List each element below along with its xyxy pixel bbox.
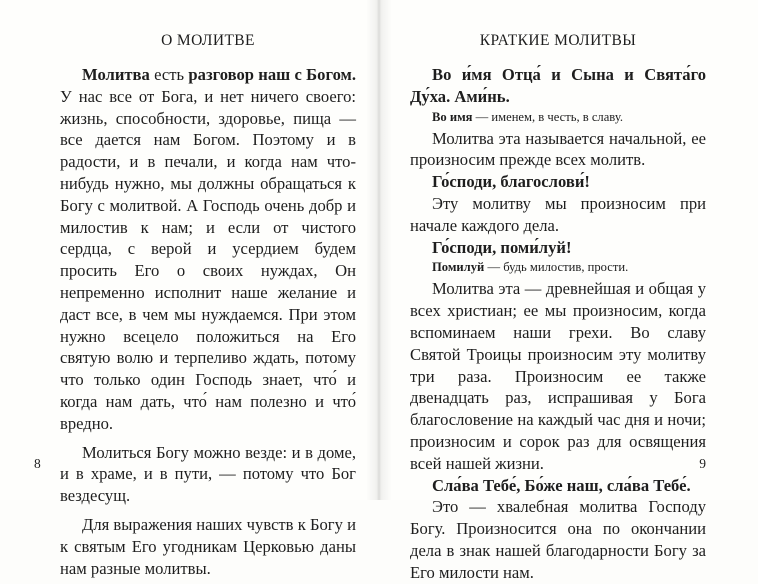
prayer-lord-have-mercy: Го́споди, поми́луй! [432,237,572,257]
text-lord-bless: Эту молитву мы произносим при начале каждого дела. [410,193,706,235]
gloss-in-the-name [410,109,706,126]
gloss-term: Во имя [432,109,473,124]
definition-bold: разговор наш с Богом. [188,65,356,84]
gloss-term: Помилуй [432,260,485,275]
term-molitva: Молитва [82,65,150,84]
left-paragraph-1 [60,64,356,435]
text-initial-prayer: Молитва эта называется начальной, ее произносим прежде всех молитв. [410,128,706,170]
gloss-definition: — именем, в честь, в славу. [472,109,624,124]
left-paragraph-3: Для выражения наших чувств к Богу и к святым Его угодникам Церковью даны нам разные молитвы. [60,514,356,578]
right-page [380,0,758,582]
left-page-heading: О МОЛИТВЕ [161,32,255,49]
left-page [0,0,378,578]
prayer-glory-to-thee: Сла́ва Тебе́, Бо́же наш, сла́ва Тебе́. [432,475,691,495]
prayer-in-the-name: Во и́мя Отца́ и Сына и Свята́го Ду́ха. Ами́нь. [410,65,706,106]
prayer-lord-bless: Го́споди, благослови́! [432,172,590,192]
gloss-definition: — будь милостив, прости. [484,260,629,275]
right-page-number: 9 [699,456,706,471]
gloss-have-mercy [410,259,706,276]
left-paragraph-2: Молиться Богу можно везде: и в доме, и в храме, и в пути, — потому что Бог вездесущ. [60,442,356,506]
left-page-number: 8 [34,456,41,471]
paragraph-1-connector: есть [149,65,189,84]
right-page-heading: КРАТКИЕ МОЛИТВЫ [479,32,637,49]
text-lord-have-mercy: Молитва эта — древнейшая и общая у всех христиан; ее мы произносим, когда вспоминаем наши грехи. Во славу Святой Троицы произносим эту молитву три раза. Произносим ее также двенадцать раз, испрашивая у Бога благословение на каждый час дня и ночи; произносим и сорок раз для освящения всей нашей жизни. [410,279,706,473]
text-glory-to-thee: Это — хвалебная молитва Господу Богу. Произносится она по окончании дела в знак нашей благодарности Богу за Его милости нам. [410,497,706,582]
paragraph-1-body: У нас все от Бога, и нет ничего своего: жизнь, способности, здоровье, пища — все дается нам Богом. Поэтому и в радости, и в печали, и когда нам что-нибудь нужно, мы должны обращаться к Богу с молитвой. А Господь очень добр и милостив к нам; и если от чистого сердца, с верой и усердием будем просить Его о своих нуждах, Он непременно исполнит наше желание и даст все, в чем мы нуждаемся. При этом нужно всецело положиться на Его святую волю и терпеливо ждать, потому что только один Господь знает, что́ и когда нам дать, что́ нам полезно и что́ вредно. [60,86,356,433]
